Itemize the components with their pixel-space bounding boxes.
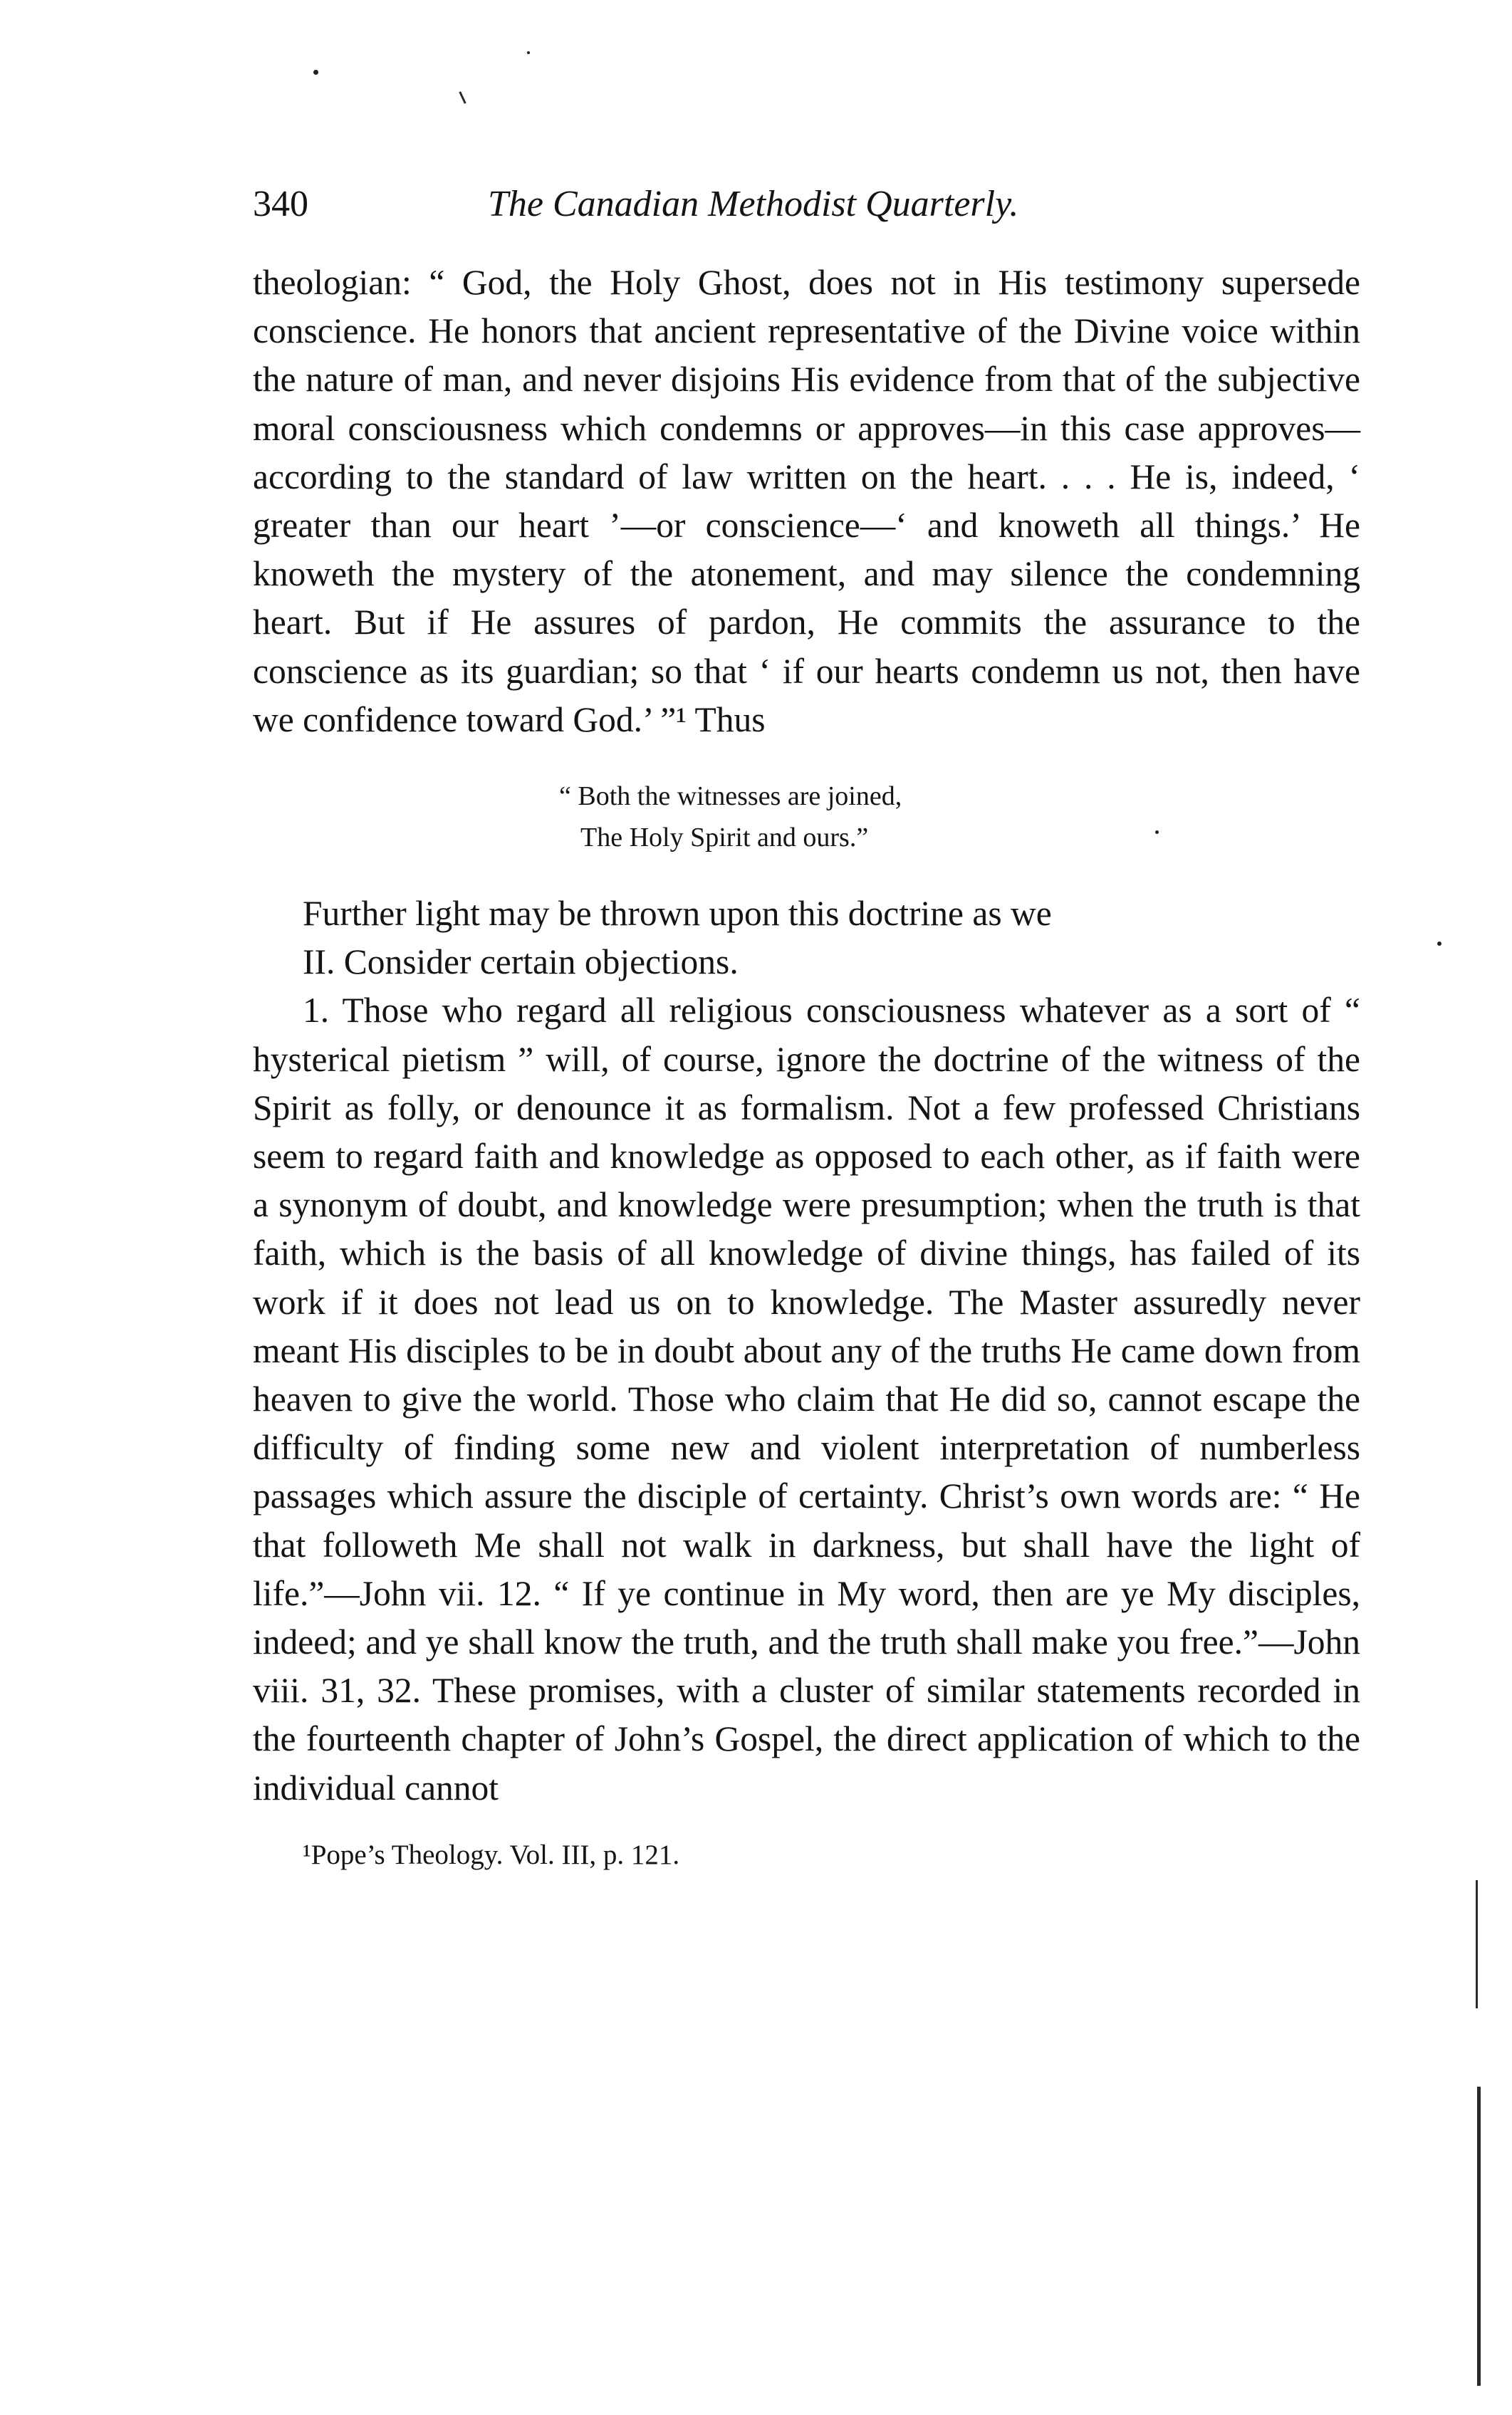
body-paragraph: theologian: “ God, the Holy Ghost, does not in His testimony supersede conscience. He honors that ancient representative of the Divine voice within the nature of man, and never disjoins His evidence from that of the subjective moral consciousness which condemns or approves—in this case approves—according to the standard of law written on the heart. . . . He is, indeed, ‘ greater than our heart ’—or conscience—‘ and knoweth all things.’ He knoweth the mystery of the atonement, and may silence the condemning heart. But if He assures of pardon, He commits the assurance to the conscience as its guardian; so that ‘ if our hearts condemn us not, then have we confidence toward God.’ ”¹ Thus bbox=[253, 263, 1360, 739]
print-speck bbox=[459, 91, 466, 104]
print-speck bbox=[1437, 942, 1441, 946]
section-heading: II. Consider certain objections. bbox=[303, 942, 739, 982]
body-paragraph: Further light may be thrown upon this doctrine as we bbox=[303, 894, 1052, 934]
print-speck bbox=[527, 51, 530, 54]
page-number: 340 bbox=[253, 184, 308, 224]
running-header bbox=[253, 182, 1360, 227]
body-paragraph: 1. Those who regard all religious consciousness whatever as a sort of “ hysterical pietism ” will, of course, ignore the doctrine of the witness of the Spirit as folly, or denounce it as formalism. Not a few professed Christians seem to regard faith and knowledge as opposed to each other, as if faith were a synonym of doubt, and knowledge were presumption; when the truth is that faith, which is the basis of all knowledge of divine things, has failed of its work if it does not lead us on to knowledge. The Master assuredly never meant His disciples to be in doubt about any of the truths He came down from heaven to give the world. Those who claim that He did so, cannot escape the difficulty of finding some new and violent interpretation of numberless passages which assure the disciple of certainty. Christ’s own words are: “ He that followeth Me shall not walk in darkness, but shall have the light of life.”—John vii. 12. “ If ye continue in My word, then are ye My disciples, indeed; and ye shall know the truth, and the truth shall make you free.”—John viii. 31, 32. These promises, with a cluster of similar statements recorded in the fourteenth chapter of John’s Gospel, the direct application of which to the individual cannot bbox=[253, 991, 1360, 1808]
binding-edge-mark bbox=[1477, 2087, 1481, 2386]
verse-line: The Holy Spirit and ours.” bbox=[580, 823, 869, 853]
footnote: ¹Pope’s Theology. Vol. III, p. 121. bbox=[303, 1839, 680, 1870]
print-speck bbox=[313, 70, 318, 75]
book-page bbox=[253, 182, 1360, 1874]
binding-edge-mark bbox=[1476, 1880, 1478, 2008]
running-title: The Canadian Methodist Quarterly. bbox=[488, 184, 1019, 224]
verse-line: “ Both the witnesses are joined, bbox=[559, 781, 902, 812]
verse-quotation bbox=[559, 776, 1360, 858]
